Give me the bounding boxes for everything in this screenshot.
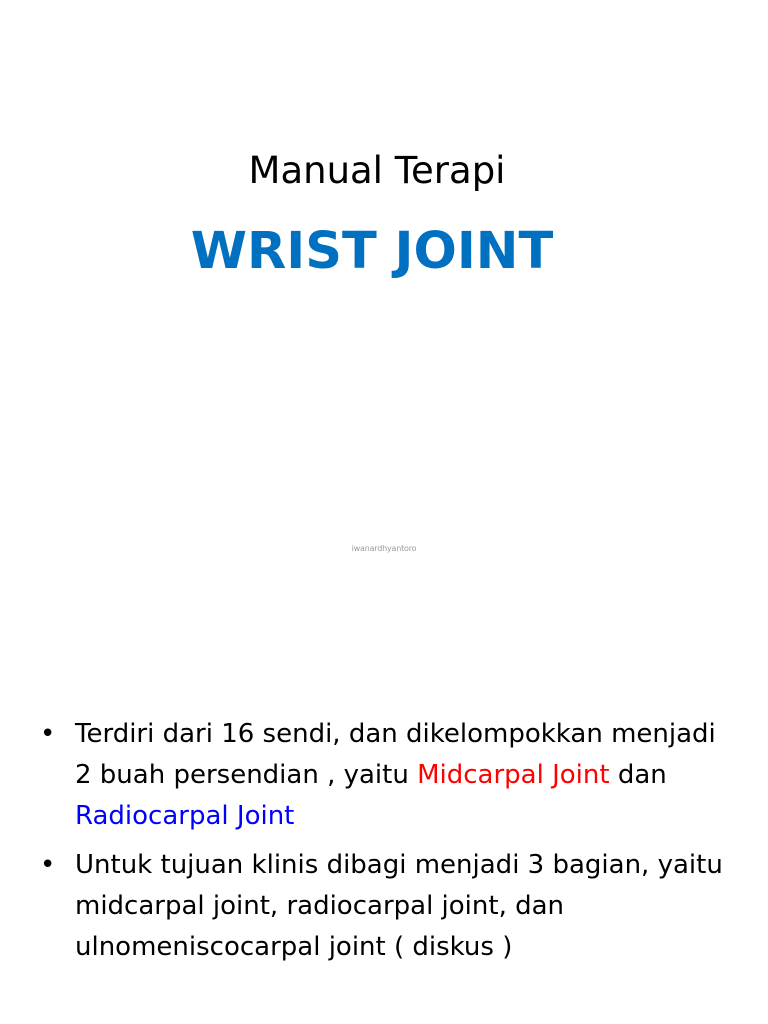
slide-title-heading: WRIST JOINT	[190, 222, 554, 281]
slide-content	[0, 675, 768, 1024]
highlight-radiocarpal-joint: Radiocarpal Joint	[75, 801, 295, 831]
bullet-item-1	[0, 714, 768, 837]
bullet-item-2	[0, 845, 768, 968]
watermark-text: iwanardhyantoro	[351, 544, 417, 553]
bullet-1-connector: dan	[609, 760, 667, 790]
bullet-marker: •	[40, 719, 56, 749]
bullet-2-text: Untuk tujuan klinis dibagi menjadi 3 bagian, yaitu midcarpal joint, radiocarpal joint, dan ulnomeniscocarpal joint ( diskus )	[75, 850, 723, 962]
bullet-1-text: Terdiri dari 16 sendi, dan dikelompokkan menjadi 2 buah persendian , yaitu	[75, 719, 716, 790]
bullet-list	[0, 714, 768, 976]
highlight-midcarpal-joint: Midcarpal Joint	[417, 760, 610, 790]
bullet-marker: •	[40, 850, 56, 880]
slide-subtitle: Manual Terapi	[248, 149, 506, 192]
